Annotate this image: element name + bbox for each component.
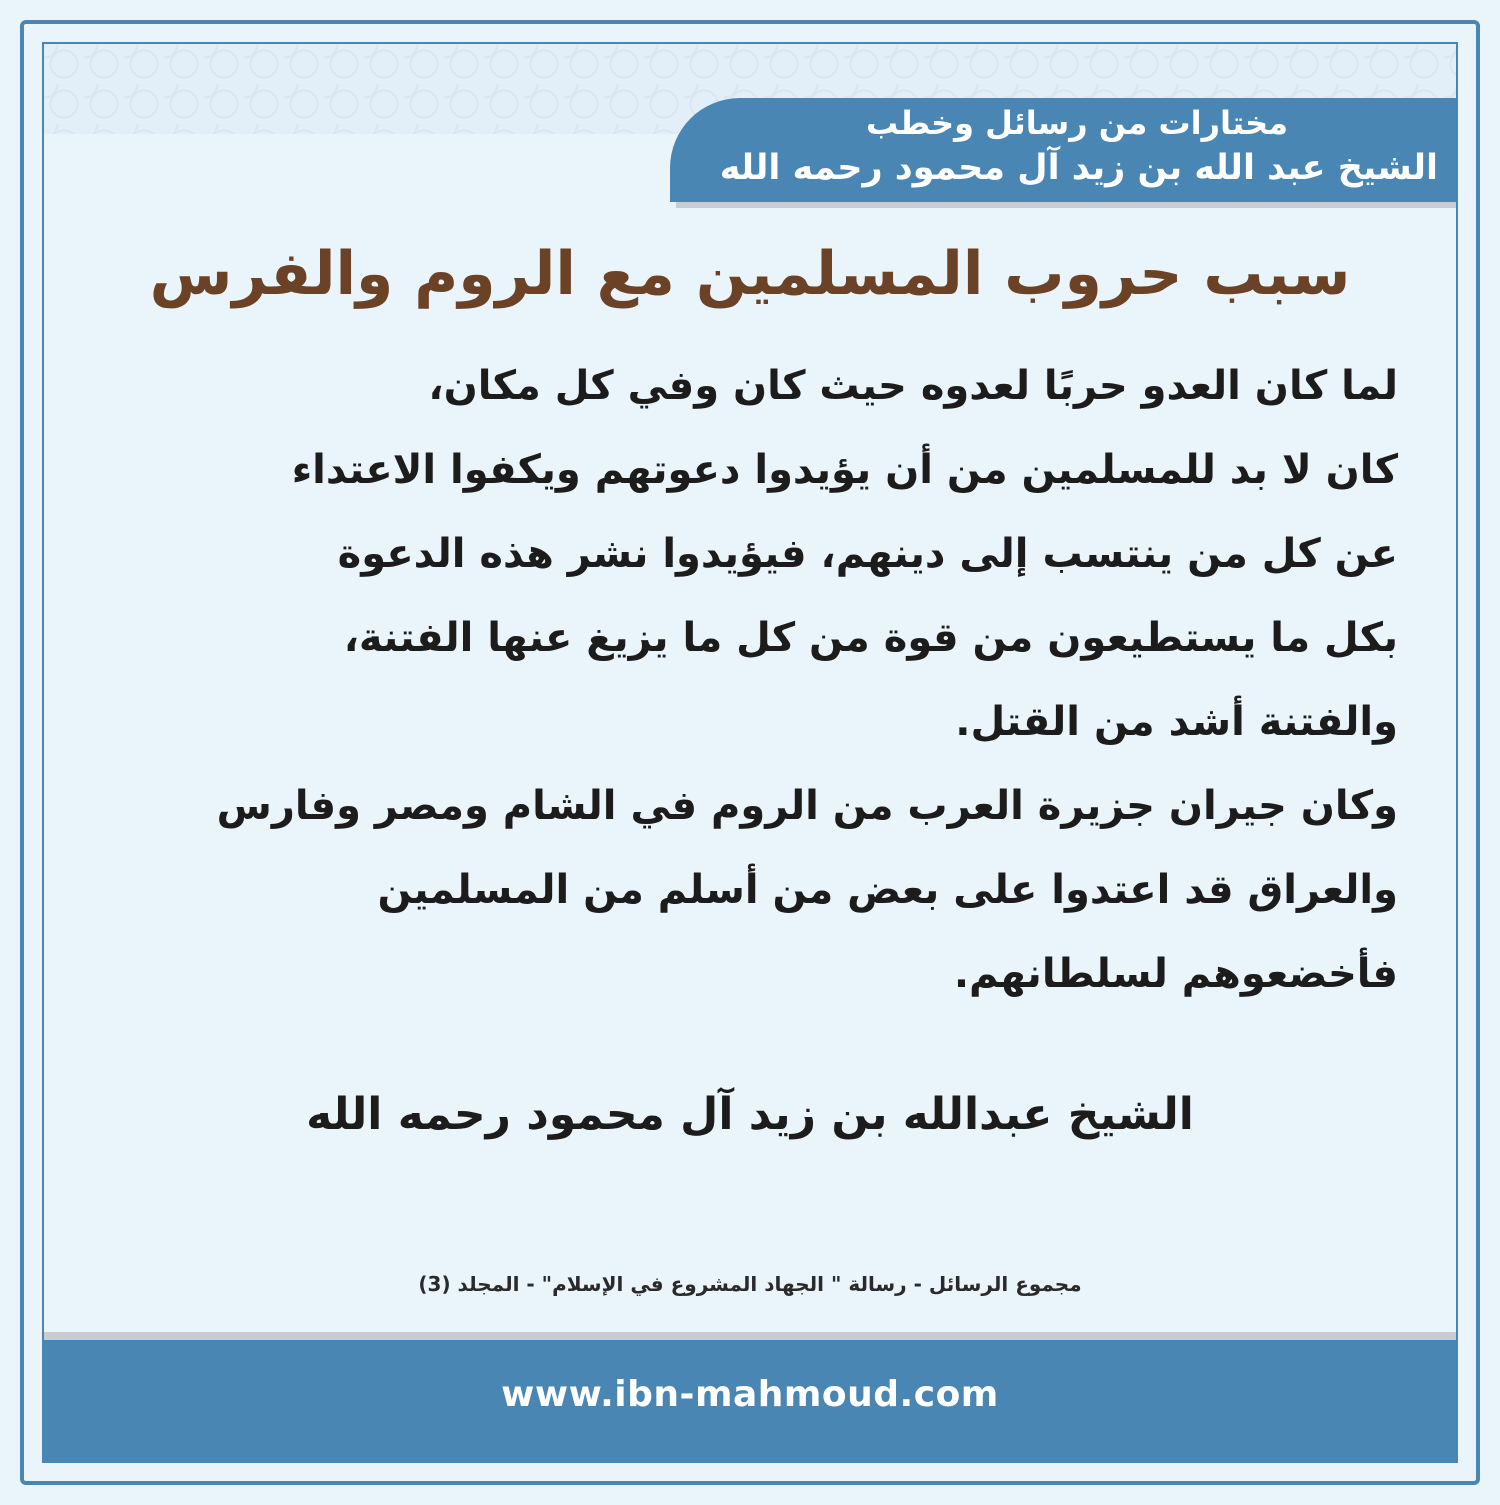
body-line: بكل ما يستطيعون من قوة من كل ما يزيغ عنها الفتنة، [343,615,1398,661]
page-title: سبب حروب المسلمين مع الروم والفرس [149,239,1351,309]
website-link[interactable]: www.ibn-mahmoud.com [501,1374,999,1415]
source-citation: مجموع الرسائل - رسالة " الجهاد المشروع في الإسلام" - المجلد (3) [418,1272,1082,1296]
footer-bar [44,1340,1456,1461]
outer-frame [20,20,1480,1485]
header-author: الشيخ عبد الله بن زيد آل محمود رحمه الله [719,148,1438,188]
body-line: والفتنة أشد من القتل. [955,699,1398,745]
body-line: والعراق قد اعتدوا على بعض من أسلم من المسلمين [377,867,1398,913]
body-line: عن كل من ينتسب إلى دينهم، فيؤيدوا نشر هذه الدعوة [337,531,1398,577]
inner-frame [42,42,1458,1463]
footer-divider [44,1332,1456,1340]
body-line: كان لا بد للمسلمين من أن يؤيدوا دعوتهم ويكفوا الاعتداء [291,447,1398,493]
header-subtitle: مختارات من رسائل وخطب [865,104,1288,142]
body-text [118,344,1398,1016]
body-line: وكان جيران جزيرة العرب من الروم في الشام ومصر وفارس [216,783,1398,829]
header-banner [670,98,1456,202]
body-line: لما كان العدو حربًا لعدوه حيث كان وفي كل مكان، [428,363,1398,409]
body-line: فأخضعوهم لسلطانهم. [953,951,1398,997]
author-signature: الشيخ عبدالله بن زيد آل محمود رحمه الله [306,1089,1194,1140]
